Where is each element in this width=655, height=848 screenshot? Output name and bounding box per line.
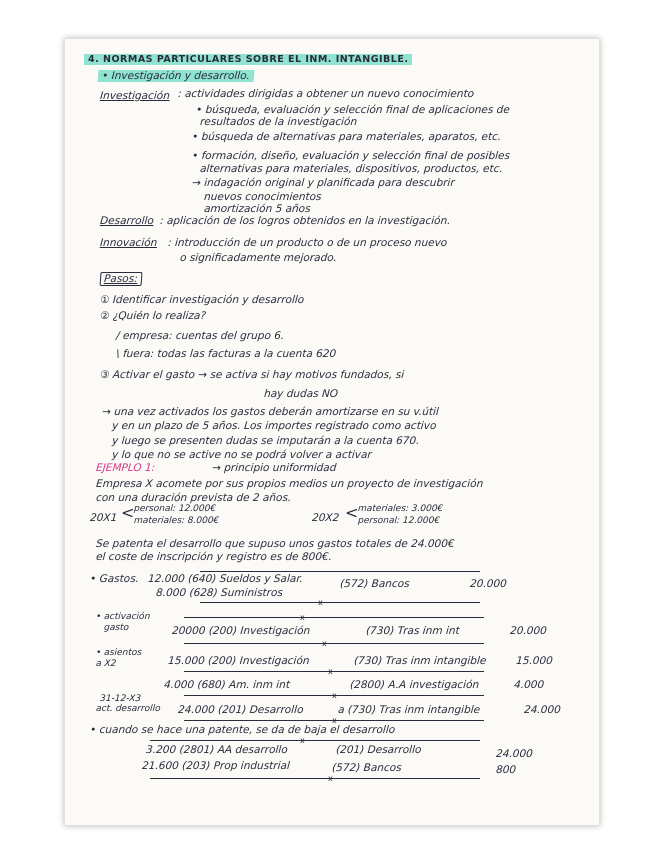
journal-asientos-credit-2: (2800) A.A investigación: [349, 679, 480, 691]
journal-patente-note: • cuando se hace una patente, se da de baja el desarrollo: [89, 724, 396, 736]
pasos-line-1: ② ¿Quién lo realiza?: [99, 310, 207, 322]
inv-line-6: → indagación original y planificada para descubrir: [191, 177, 456, 189]
year2-label: 20X2: [311, 512, 340, 524]
journal-patente-credit-1: (572) Bancos: [331, 762, 403, 774]
journal-asientos-credit-1: (730) Tras inm intangible: [353, 655, 487, 667]
journal-cross-mark: x: [318, 598, 323, 607]
section-subtitle: [98, 70, 255, 83]
journal-asientos-amount-2: 4.000: [513, 679, 545, 691]
ejemplo-line-0: Empresa X acomete por sus propios medios un proyecto de investigación: [95, 478, 484, 490]
inv-line-3: • búsqueda de alternativas para materiales, aparatos, etc.: [191, 131, 502, 143]
ejemplo-line-1: con una duración prevista de 2 años.: [95, 492, 292, 504]
journal-gastos-row-0: 12.000 (640) Sueldos y Salar.: [147, 573, 304, 585]
innov-line-1: o significadamente mejorado.: [179, 252, 338, 264]
journal-rule: [184, 643, 484, 644]
year1-label: 20X1: [89, 512, 118, 524]
journal-cross-mark: x: [300, 736, 305, 745]
desarrollo-text: : aplicación de los logros obtenidos en la investigación.: [159, 215, 451, 227]
year2-brace: <: [344, 503, 360, 522]
journal-rule: [150, 740, 480, 741]
pasos-line-2: / empresa: cuentas del grupo 6.: [115, 330, 285, 342]
investigacion-label: Investigación: [99, 90, 171, 102]
pasos-line-5: hay dudas NO: [263, 388, 339, 400]
journal-act-row: 24.000 (201) Desarrollo: [177, 704, 304, 716]
journal-asientos-row-2: 4.000 (680) Am. inm int: [163, 679, 291, 691]
desarrollo-label: Desarrollo: [99, 215, 155, 227]
journal-rule: [184, 617, 484, 618]
journal-rule: [150, 778, 480, 779]
year1-personal: personal: 12.000€: [133, 504, 217, 514]
journal-gastos-credit: (572) Bancos: [339, 578, 411, 590]
journal-act-amount: 24.000: [523, 704, 562, 716]
inv-line-7: nuevos conocimientos: [203, 191, 322, 203]
journal-cross-mark: x: [328, 774, 333, 783]
ejemplo-note: → principio uniformidad: [211, 462, 337, 474]
journal-gastos-credit-amount: 20.000: [469, 578, 508, 590]
inv-line-5: alternativas para materiales, dispositivos, productos, etc.: [199, 163, 504, 175]
journal-activacion-amount: 20.000: [509, 625, 548, 637]
journal-cross-mark: x: [332, 691, 337, 700]
pasos-line-6: → una vez activados los gastos deberán amortizarse en su v.útil: [101, 406, 440, 418]
journal-asientos-label-2: a X2: [95, 659, 117, 669]
journal-date-label: 31-12-X3: [99, 694, 142, 704]
page-title: [84, 53, 412, 66]
journal-asientos-label-1: • asientos: [95, 648, 143, 658]
journal-patente-row-0: 3.200 (2801) AA desarrollo: [145, 744, 289, 756]
inv-line-2: resultados de la investigación: [199, 116, 358, 128]
patent-line-0: Se patenta el desarrollo que supuso unos gastos totales de 24.000€: [95, 538, 455, 550]
year2-materiales: materiales: 3.000€: [357, 504, 444, 514]
journal-patente-row-1: 21.600 (203) Prop industrial: [141, 760, 291, 772]
title-highlight: 4. NORMAS PARTICULARES SOBRE EL INM. INTANGIBLE.: [84, 54, 412, 65]
journal-cross-mark: x: [322, 639, 327, 648]
pasos-label: [100, 273, 143, 286]
journal-patente-amount-0: 24.000: [495, 748, 534, 760]
pasos-line-0: ① Identificar investigación y desarrollo: [99, 294, 305, 306]
year1-brace: <: [120, 503, 136, 522]
innovacion-label: Innovación: [99, 237, 158, 249]
journal-asientos-amount-1: 15.000: [515, 655, 554, 667]
inv-line-1: • búsqueda, evaluación y selección final de aplicaciones de: [195, 104, 511, 116]
ejemplo-label: EJEMPLO 1:: [95, 462, 156, 474]
journal-cross-mark: x: [328, 667, 333, 676]
journal-rule: [184, 671, 484, 672]
journal-asientos-row-1: 15.000 (200) Investigación: [167, 655, 310, 667]
journal-act-credit: a (730) Tras inm intangible: [337, 704, 481, 716]
journal-act-label: act. desarrollo: [95, 704, 161, 714]
journal-patente-amount-1: 800: [495, 764, 517, 776]
inv-line-8: amortización 5 años: [203, 203, 311, 215]
journal-gastos-row-1: 8.000 (628) Suministros: [155, 587, 284, 599]
journal-patente-credit-0: (201) Desarrollo: [335, 744, 422, 756]
subtitle-text: • Investigación y desarrollo.: [98, 70, 255, 82]
journal-gastos-label: • Gastos.: [89, 573, 140, 585]
journal-rule: [200, 602, 480, 603]
pasos-box: Pasos:: [100, 272, 143, 286]
inv-line-4: • formación, diseño, evaluación y selección final de posibles: [191, 150, 511, 162]
pasos-line-9: y lo que no se active no se podrá volver a activar: [111, 449, 373, 461]
journal-rule: [200, 571, 480, 572]
pasos-line-3: \ fuera: todas las facturas a la cuenta 620: [115, 348, 337, 360]
journal-cross-mark: x: [300, 613, 305, 622]
year1-materiales: materiales: 8.000€: [133, 516, 220, 526]
year2-personal: personal: 12.000€: [357, 516, 441, 526]
journal-activacion-label-1: • activación: [95, 612, 151, 622]
journal-activacion-label-2: gasto: [103, 623, 130, 633]
patent-line-1: el coste de inscripción y registro es de 800€.: [95, 551, 333, 563]
journal-activacion-row: 20000 (200) Investigación: [171, 625, 311, 637]
innov-line-0: : introducción de un producto o de un proceso nuevo: [167, 237, 448, 249]
pasos-line-4: ③ Activar el gasto → se activa si hay motivos fundados, si: [99, 369, 405, 381]
journal-activacion-credit: (730) Tras inm int: [365, 625, 461, 637]
inv-line-0: : actividades dirigidas a obtener un nuevo conocimiento: [177, 88, 475, 100]
journal-cross-mark: x: [332, 716, 337, 725]
pasos-line-7: y en un plazo de 5 años. Los importes registrado como activo: [111, 420, 437, 432]
pasos-line-8: y luego se presenten dudas se imputarán a la cuenta 670.: [111, 435, 420, 447]
